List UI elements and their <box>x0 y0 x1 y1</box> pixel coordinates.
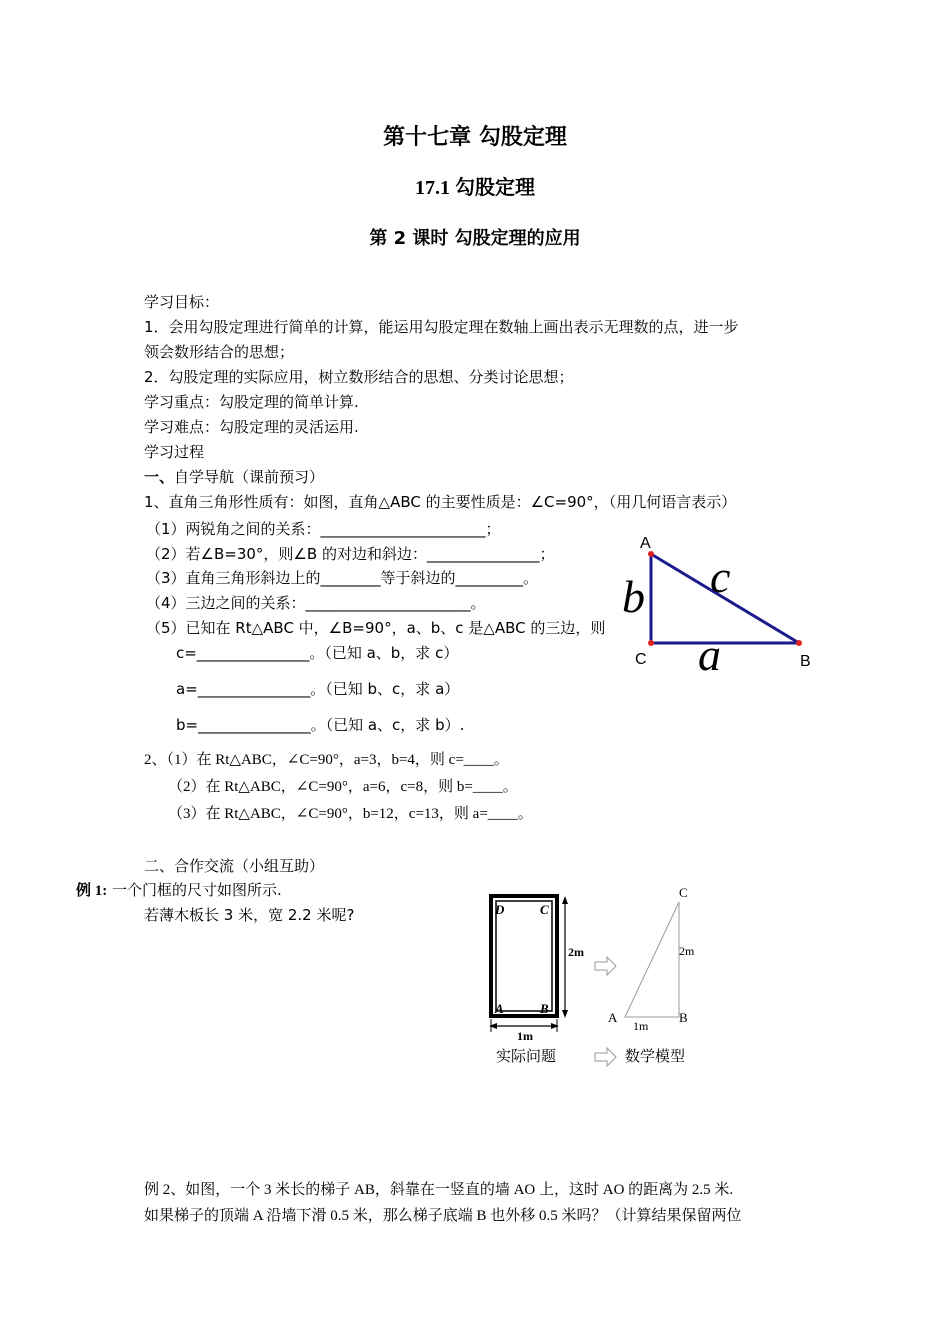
right-triangle-figure <box>600 528 840 678</box>
q2-item-1: 2、（1）在 Rt△ABC，∠C=90°，a=3，b=4，则 c=____。 <box>144 752 509 768</box>
q1-item-1: （1）两锐角之间的关系：______________________； <box>146 520 501 538</box>
example2-line-2: 如果梯子的顶端 A 沿墙下滑 0.5 米，那么梯子底端 B 也外移 0.5 米吗？（计算结果保留两位 <box>144 1208 742 1224</box>
q1-answer-b: b=_______________。（已知 a、c，求 b）. <box>176 716 465 734</box>
part1-heading-text: 自学导航（课前预习） <box>174 468 325 486</box>
door-height-label: 2m <box>568 945 584 959</box>
objectives-label: 学习目标： <box>144 293 220 311</box>
model-label-a: A <box>608 1010 618 1025</box>
side-a-label: a <box>698 629 721 678</box>
q1-item-3: （3）直角三角形斜边上的________等于斜边的_________。 <box>146 569 539 587</box>
chapter-title: 第十七章 勾股定理 <box>383 125 567 150</box>
objective-1-line-2: 领会数形结合的思想； <box>144 343 295 361</box>
example1-question: 若薄木板长 3 米，宽 2.2 米呢? <box>144 906 355 924</box>
example1-label: 例 1: <box>76 883 108 899</box>
q1-item-2: （2）若∠B=30°，则∠B 的对边和斜边：_______________； <box>146 545 555 563</box>
q1-intro: 1、直角三角形性质有：如图，直角△ABC 的主要性质是：∠C=90°，（用几何语言表示） <box>144 493 737 511</box>
section-title: 17.1 勾股定理 <box>415 177 535 199</box>
model-label-c: C <box>679 885 688 900</box>
side-c-label: c <box>710 551 731 602</box>
caption-math-model: 数学模型 <box>625 1048 686 1065</box>
door-label-a: A <box>495 1001 504 1016</box>
objective-2: 2．勾股定理的实际应用，树立数形结合的思想、分类讨论思想； <box>144 368 574 386</box>
q1-answer-c: c=_______________。（已知 a、b，求 c） <box>176 644 459 662</box>
q2-item-3: （3）在 Rt△ABC，∠C=90°，b=12，c=13，则 a=____。 <box>168 806 533 822</box>
model-width-label: 1m <box>633 1019 649 1033</box>
model-triangle <box>625 902 679 1017</box>
door-width-label: 1m <box>517 1029 533 1043</box>
example2-line-1: 例 2、如图，一个 3 米长的梯子 AB，斜靠在一竖直的墙 AO 上，这时 AO 的距离为 2.5 米. <box>144 1182 734 1198</box>
key-point: 学习重点：勾股定理的简单计算. <box>144 393 359 411</box>
lesson-title: 第 2 课时 勾股定理的应用 <box>369 228 581 249</box>
vertex-c-label: C <box>635 651 647 668</box>
part2-heading: 二、合作交流（小组互助） <box>144 857 325 875</box>
vertex-b-dot <box>796 640 802 646</box>
example1-text: 一个门框的尺寸如图所示. <box>112 881 282 899</box>
height-arrow-top <box>562 896 568 904</box>
q1-answer-a: a=_______________。（已知 b、c，求 a） <box>176 680 460 698</box>
difficulty: 学习难点：勾股定理的灵活运用. <box>144 418 359 436</box>
height-arrow-bottom <box>562 1010 568 1018</box>
model-height-label: 2m <box>679 944 695 958</box>
part1-heading <box>144 467 324 487</box>
part1-heading-num: 一、 <box>144 468 175 486</box>
vertex-a-label: A <box>640 535 651 552</box>
transform-arrow-icon <box>595 957 616 975</box>
door-label-b: B <box>540 1001 549 1016</box>
door-label-c: C <box>540 902 549 917</box>
vertex-b-label: B <box>800 653 811 670</box>
width-arrow-right <box>551 1023 559 1029</box>
q2-item-2: （2）在 Rt△ABC，∠C=90°，a=6，c=8，则 b=____。 <box>168 779 518 795</box>
vertex-c-dot <box>648 640 654 646</box>
caption-real-problem: 实际问题 <box>496 1048 557 1065</box>
width-arrow-left <box>489 1023 497 1029</box>
caption-arrow-icon <box>595 1048 616 1066</box>
side-b-label: b <box>622 571 645 622</box>
q1-item-5: （5）已知在 Rt△ABC 中，∠B=90°，a、b、c 是△ABC 的三边，则 <box>146 619 606 637</box>
example1-line <box>76 880 282 901</box>
door-frame-inner <box>496 901 552 1011</box>
model-label-b: B <box>679 1010 688 1025</box>
q1-item-4: （4）三边之间的关系：______________________。 <box>146 594 486 612</box>
process-label: 学习过程 <box>144 443 205 461</box>
door-frame-figure <box>480 880 720 1070</box>
objective-1-line-1: 1．会用勾股定理进行简单的计算，能运用勾股定理在数轴上画出表示无理数的点，进一步 <box>144 318 739 336</box>
door-label-d: D <box>495 902 505 917</box>
